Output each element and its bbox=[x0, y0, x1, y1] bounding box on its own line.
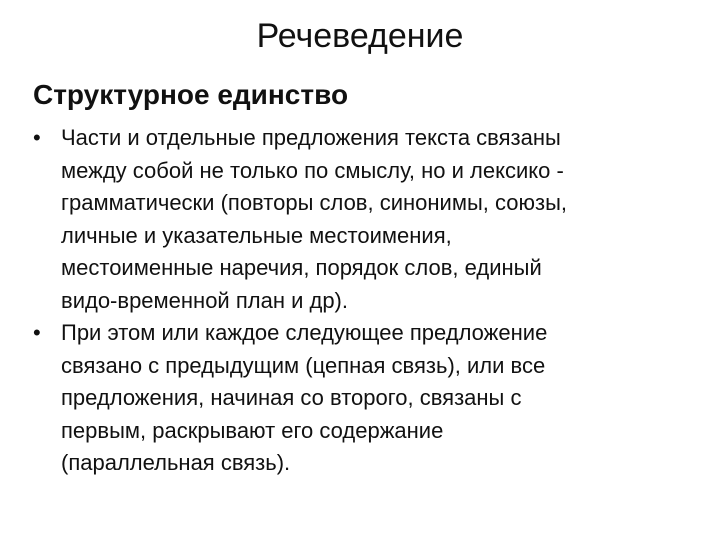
bullet-item-1 bbox=[33, 122, 673, 317]
slide-title: Речеведение bbox=[256, 17, 464, 55]
bullet-line: местоименные наречия, порядок слов, единый bbox=[61, 255, 542, 280]
bullet-line: связано с предыдущим (цепная связь), или все bbox=[61, 352, 546, 378]
bullet-line: между собой не только по смыслу, но и лексико - bbox=[61, 157, 564, 183]
bullet-line: видо-временной план и др). bbox=[61, 287, 348, 313]
bullet-dot-icon: • bbox=[33, 320, 41, 345]
bullet-line: личные и указательные местоимения, bbox=[61, 222, 452, 248]
bullet-line: предложения, начиная со второго, связаны с bbox=[61, 385, 522, 410]
bullet-line: первым, раскрывают его содержание bbox=[61, 417, 444, 443]
bullet-line: При этом или каждое следующее предложение bbox=[61, 320, 548, 345]
slide-heading: Структурное единство bbox=[33, 79, 349, 110]
bullet-item-2 bbox=[33, 317, 673, 480]
bullet-line: грамматически (повторы слов, синонимы, союзы, bbox=[61, 190, 567, 215]
bullet-list bbox=[33, 122, 673, 480]
bullet-line: Части и отдельные предложения текста связаны bbox=[61, 125, 561, 150]
bullet-dot-icon: • bbox=[33, 125, 41, 150]
bullet-line: (параллельная связь). bbox=[61, 450, 291, 475]
